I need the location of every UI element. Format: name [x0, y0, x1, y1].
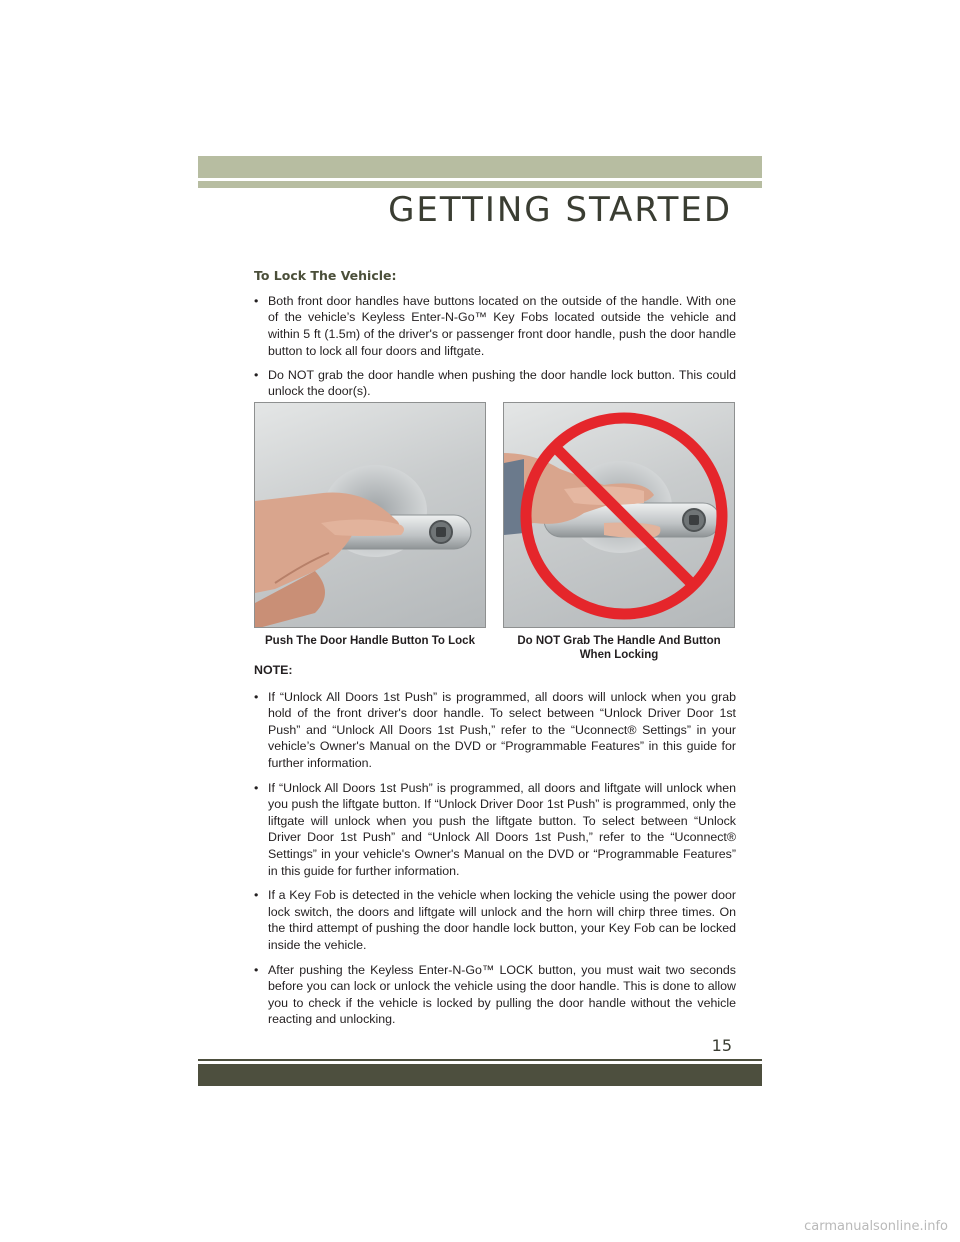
- watermark: carmanualsonline.info: [804, 1219, 948, 1234]
- bullet-text: If “Unlock All Doors 1st Push” is programmed, all doors will unlock when you grab hold of the front driver's door handle. To select between “Unlock Driver Door 1st Push” and “Unlock All Doors 1st Push,” refer to the “Uconnect® Settings” in your vehicle’s Owner's Manual on the DVD or “Programmable Features” in this guide for further information.: [268, 689, 736, 770]
- bullet-text: After pushing the Keyless Enter-N-Go™ LOCK button, you must wait two seconds before you can lock or unlock the vehicle using the door handle. This is done to allow you to check if the vehicle is locked by pulling the door handle without the vehicle reacting and unlocking.: [268, 962, 736, 1027]
- bullet-icon: •: [254, 293, 259, 308]
- figure-row: [254, 402, 736, 628]
- figure-caption-left: Push The Door Handle Button To Lock: [265, 635, 475, 647]
- grab-handle-photo: [503, 402, 735, 628]
- footer-rule: [198, 1059, 762, 1061]
- list-item: [254, 689, 736, 772]
- bullet-text: If a Key Fob is detected in the vehicle when locking the vehicle using the power door lock switch, the doors and liftgate will unlock and the horn will chirp three times. On the third attempt of pushing the door handle lock button, your Key Fob can be locked inside the vehicle.: [268, 888, 736, 952]
- note-section: [254, 662, 736, 1036]
- note-label: NOTE:: [254, 663, 293, 677]
- lock-subheading: To Lock The Vehicle:: [254, 268, 397, 283]
- bullet-icon: •: [254, 689, 259, 704]
- prohibition-sign-icon: [504, 403, 735, 628]
- list-item: [254, 887, 736, 953]
- section-title: GETTING STARTED: [388, 190, 732, 230]
- bullet-icon: •: [254, 962, 259, 977]
- header-band-stripe: [198, 181, 762, 188]
- page-number: 15: [711, 1036, 732, 1055]
- header-band: [198, 156, 762, 178]
- push-button-photo: [254, 402, 486, 628]
- list-item: [254, 962, 736, 1028]
- figure-caption-right: Do NOT Grab The Handle And Button When Locking: [517, 635, 721, 661]
- bullet-icon: •: [254, 780, 259, 795]
- bullet-icon: •: [254, 888, 259, 903]
- lock-section: [254, 268, 736, 407]
- door-handle-push-illustration: [255, 403, 486, 628]
- bullet-text: If “Unlock All Doors 1st Push” is programmed, all doors and liftgate will unlock when you push the liftgate button. If “Unlock Driver Door 1st Push” is programmed, only the liftgate will unlock when you push the liftgate button. To select between “Unlock Driver Door 1st Push” and “Unlock All Doors 1st Push,” refer to the “Uconnect® Settings” in your vehicle's Owner's Manual on the DVD or “Programmable Features” in this guide for further information.: [268, 780, 736, 878]
- list-item: [254, 780, 736, 880]
- list-item: [254, 293, 736, 360]
- bullet-text: Both front door handles have buttons located on the outside of the handle. With one of the vehicle’s Keyless Enter-N-Go™ Key Fobs located outside the vehicle and within 5 ft (1.5m) of the driver's or passenger front door handle, push the door handle button to lock all four doors and liftgate.: [268, 293, 736, 358]
- bullet-icon: •: [254, 367, 259, 382]
- list-item: [254, 367, 736, 400]
- footer-band: [198, 1064, 762, 1086]
- bullet-text: Do NOT grab the door handle when pushing the door handle lock button. This could unlock the door(s).: [268, 367, 736, 399]
